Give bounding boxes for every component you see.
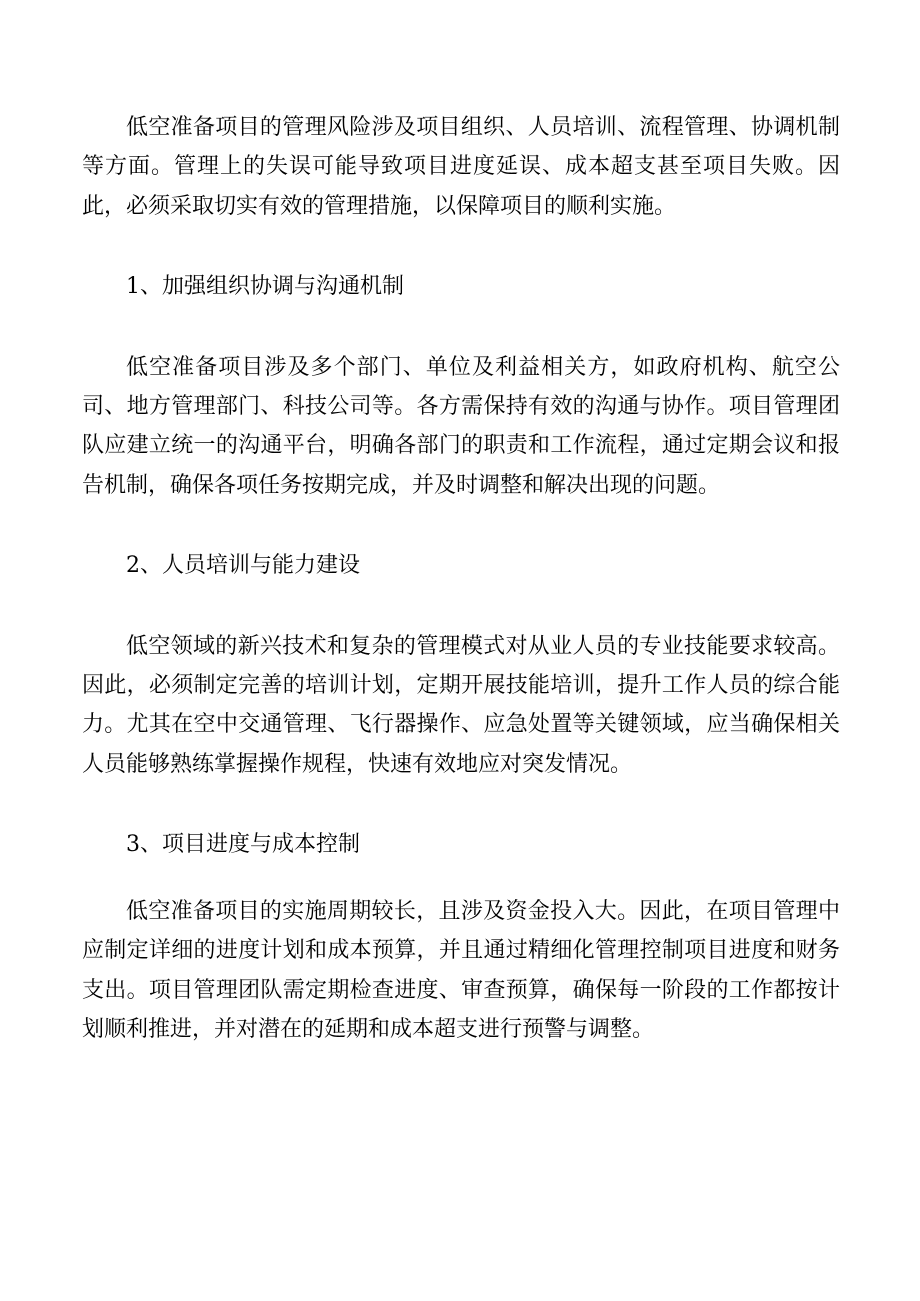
spacer (82, 865, 840, 892)
section-heading-3: 3、项目进度与成本控制 (126, 832, 360, 858)
spacer (82, 307, 840, 348)
spacer (82, 226, 840, 267)
section-heading-1: 1、加强组织协调与沟通机制 (126, 274, 404, 300)
spacer (82, 784, 840, 825)
section-body-1: 低空准备项目涉及多个部门、单位及利益相关方，如政府机构、航空公司、地方管理部门、科技公司等。各方需保持有效的沟通与协作。项目管理团队应建立统一的沟通平台，明确各部门的职责和工作流程，通过定期会议和报告机制，确保各项任务按期完成，并及时调整和解决出现的问题。 (82, 354, 840, 498)
document-page (82, 108, 840, 1049)
spacer (82, 505, 840, 546)
spacer (82, 586, 840, 627)
section-body-3: 低空准备项目的实施周期较长，且涉及资金投入大。因此，在项目管理中应制定详细的进度计划和成本预算，并且通过精细化管理控制项目进度和财务支出。项目管理团队需定期检查进度、审查预算，确保每一阶段的工作都按计划顺利推进，并对潜在的延期和成本超支进行预警与调整。 (82, 898, 840, 1042)
intro-paragraph: 低空准备项目的管理风险涉及项目组织、人员培训、流程管理、协调机制等方面。管理上的失误可能导致项目进度延误、成本超支甚至项目失败。因此，必须采取切实有效的管理措施，以保障项目的顺利实施。 (82, 115, 840, 219)
section-body-2: 低空领域的新兴技术和复杂的管理模式对从业人员的专业技能要求较高。因此，必须制定完善的培训计划，定期开展技能培训，提升工作人员的综合能力。尤其在空中交通管理、飞行器操作、应急处置等关键领域，应当确保相关人员能够熟练掌握操作规程，快速有效地应对突发情况。 (82, 633, 840, 777)
section-heading-2: 2、人员培训与能力建设 (126, 553, 360, 579)
